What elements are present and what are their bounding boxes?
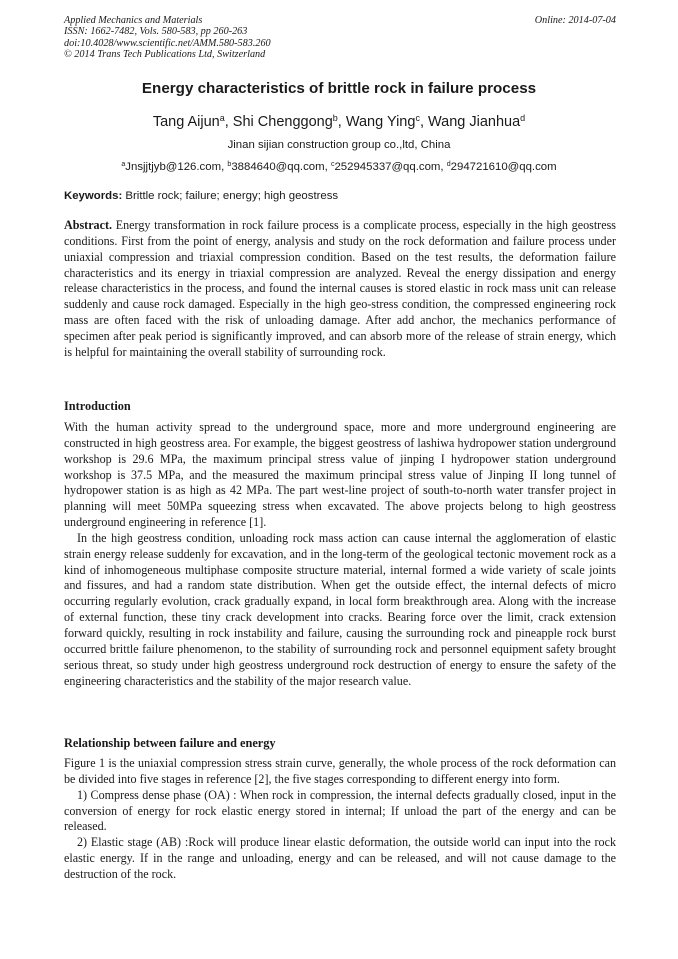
online-date: Online: 2014-07-04 [534, 15, 616, 26]
author: Wang Jianhua$^d$ [428, 113, 526, 130]
journal-header [64, 15, 616, 61]
paragraph: In the high geostress condition, unloading rock mass action can cause internal the agglomeration of elastic strain energy release suddenly for excavation, and in the long-term of the geological tectonic movement rock as a kind of inhomogeneous multiphase composite structure material, internal formed a wide variety of scale joints and fissures, and had a random state distribution. When get the outside effect, the internal defects of micro occurring regularly evolution, crack gradually expand, in local form breakthrough area. Along with the increase of external function, these tiny crack development into cracks. Bearing force over the limit, crack extension forward quickly, resulting in rock instability and failure, causing the surrounding rock and pineapple rock burst occurred brittle failure phenomenon, to the stability of surrounding rock and personnel equipment safety brought serious threat, so study under high geostress underground rock destruction of energy to ensure the safety of the engineering characteristics and the stability of the major research value. [64, 530, 616, 688]
keywords-label: Keywords: [64, 190, 123, 202]
section-heading-relationship: Relationship between failure and energy [64, 736, 276, 750]
abstract [64, 218, 616, 361]
email: $^b$3884640@qq.com, [227, 161, 331, 173]
keywords [64, 190, 616, 202]
paragraph: Figure 1 is the uniaxial compression stress strain curve, generally, the whole process of the rock deformation can be divided into five stages in reference [2], the five stages corresponding to different energy into form. [64, 756, 616, 786]
keywords-text: Brittle rock; failure; energy; high geostress [122, 190, 339, 202]
email: $^c$252945337@qq.com, [330, 161, 447, 173]
affiliation: Jinan sijian construction group co.,ltd, China [227, 139, 451, 151]
paragraph: With the human activity spread to the underground space, more and more underground engineering are constructed in high geostress area. For example, the biggest geostress of lashiwa hydropower station underground workshop is 29.6 MPa, the maximum principal stress value of jinping I hydropower station underground workshop is 37.5 MPa, and the measured the maximum principal stress value of Jinping II long tunnel of hydropower station is as high as 42 MPa. The part west-line project of south-to-north water transfer project in planning will meet 50MPa squeezing stress when excavated. The above projects belong to high geostress underground engineering in reference [1]. [64, 420, 616, 530]
author-list [0, 114, 678, 130]
introduction-body [64, 420, 616, 689]
email: $^d$294721610@qq.com [446, 161, 557, 173]
relationship-body [64, 756, 616, 883]
issn-line: ISSN: 1662-7482, Vols. 580-583, pp 260-263 [64, 26, 248, 38]
copyright-line: © 2014 Trans Tech Publications Ltd, Switzerland [64, 49, 266, 61]
journal-name: Applied Mechanics and Materials [64, 15, 203, 26]
author: Shi Chenggong$^b$, [232, 113, 346, 130]
paragraph: 1) Compress dense phase (OA) : When rock in compression, the internal defects gradually closed, input in the conversion of energy for rock elastic energy stored in internal; If unload the part of the energy and can be released. [64, 787, 616, 834]
email: $^a$Jnsjjtjyb@126.com, [121, 161, 228, 173]
doi-line: doi:10.4028/www.scientific.net/AMM.580-583.260 [64, 37, 271, 49]
paragraph: 2) Elastic stage (AB) :Rock will produce linear elastic deformation, the outside world can input into the rock elastic energy. If in the range and unloading, energy and can be released, and will not cause damage to the destruction of the rock. [64, 835, 616, 881]
email-list [0, 161, 678, 173]
abstract-label: Abstract. [64, 218, 113, 232]
section-heading-introduction: Introduction [64, 399, 131, 413]
paper-title: Energy characteristics of brittle rock in failure process [141, 80, 537, 97]
author: Tang Aijun$^a$, [152, 113, 233, 130]
abstract-text: Energy transformation in rock failure process is a complicate process, especially in the high geostress conditions. First from the point of energy, analysis and study on the rock deformation and failure process under uniaxial compression and triaxial compression condition. Based on the test results, the deformation failure characteristics and its energy in triaxial compression are analyzed. Reveal the energy dissipation and energy release characteristics in the process, and found the internal causes is stored elastic in rock mass unit can release suddenly and cause rock damaged. Especially in the high geo-stress condition, the compressed engineering rock mass are often faced with the risk of unloading damage. After add anchor, the mechanics performance of specimen after peak period is significantly improved, and can absorb more of the release of strain energy, which is helpful for maintaining the overall stability of surrounding rock. [64, 218, 616, 359]
author: Wang Ying$^c$, [345, 113, 428, 130]
